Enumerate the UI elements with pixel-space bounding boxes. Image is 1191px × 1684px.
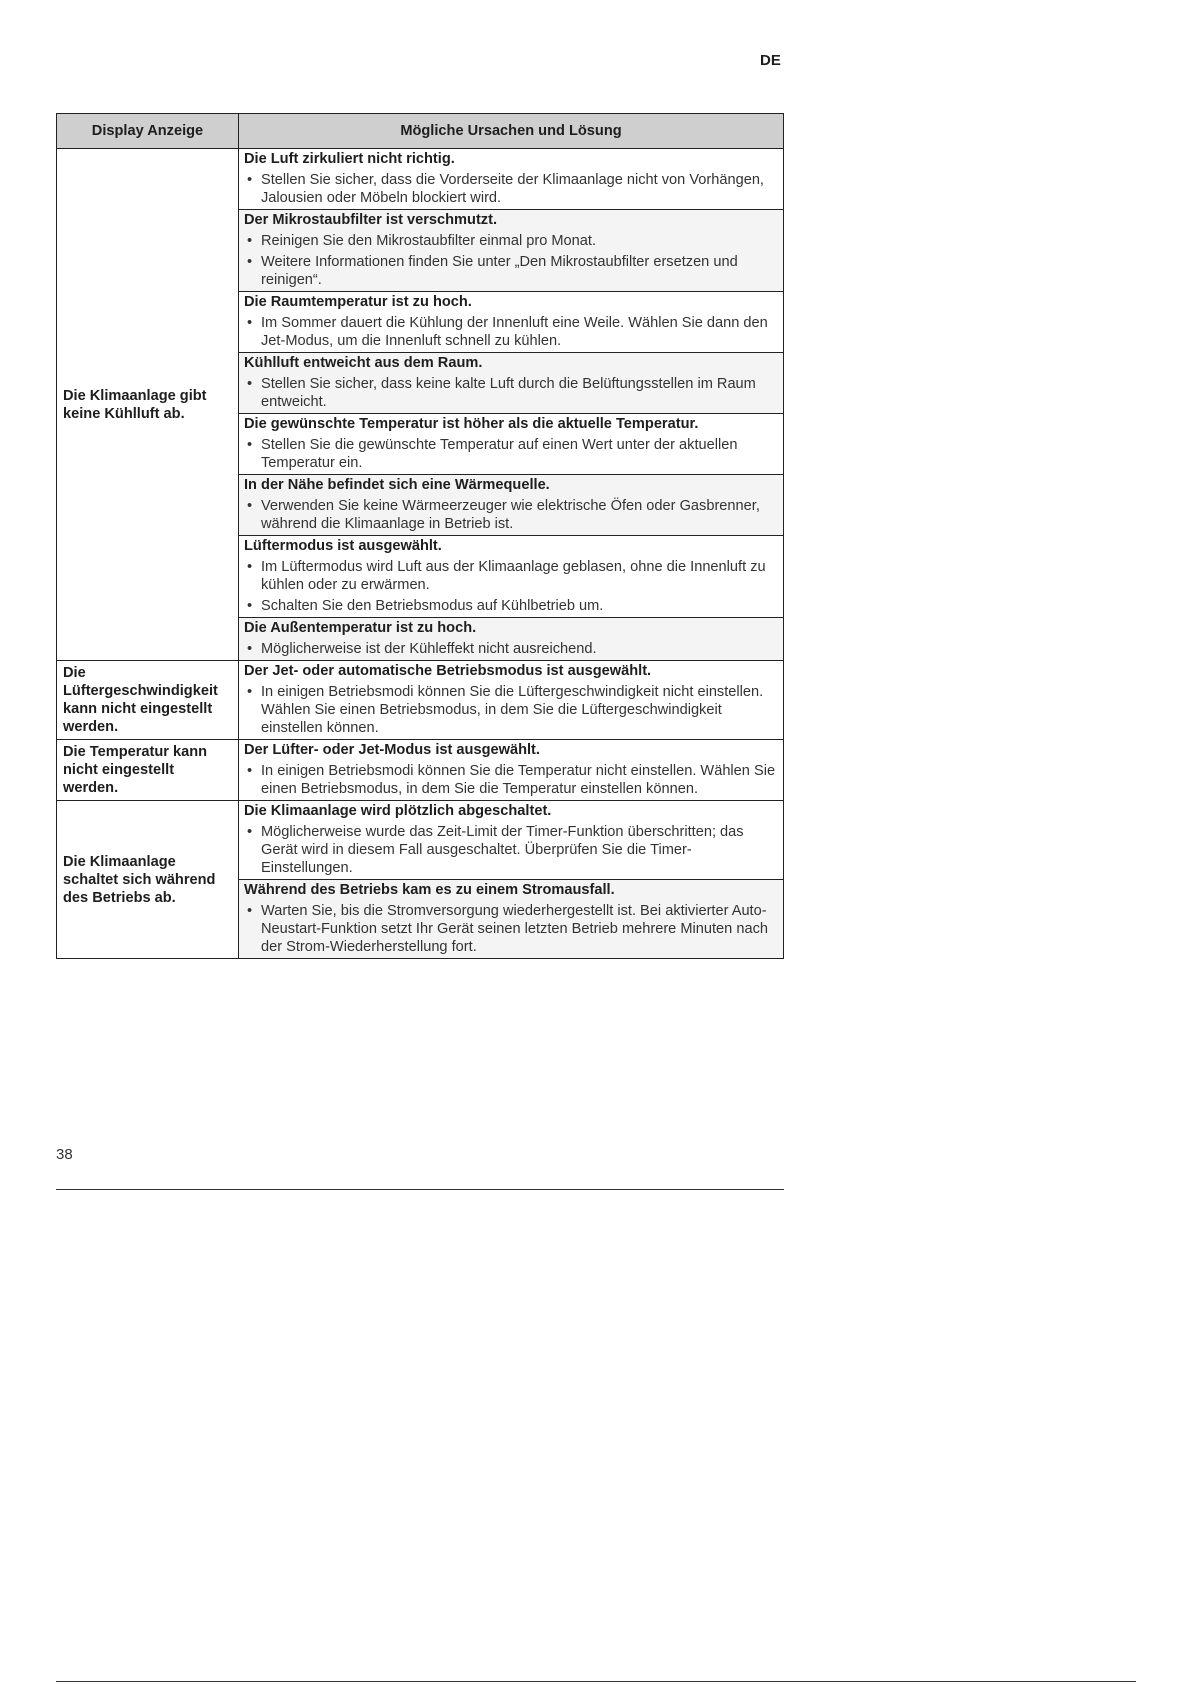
cause-cell xyxy=(239,618,784,661)
table-row xyxy=(57,801,784,880)
cause-title: Der Jet- oder automatische Betriebsmodus ist ausgewählt. xyxy=(244,663,652,679)
symptom-cell: Die Klimaanlage schaltet sich während des Betriebs ab. xyxy=(57,801,239,959)
solution-item: • Verwenden Sie keine Wärmeerzeuger wie elektrische Öfen oder Gasbrenner, während die Klimaanlage in Betrieb ist. xyxy=(244,497,778,533)
cause-title: Die Luft zirkuliert nicht richtig. xyxy=(244,151,455,167)
solution-list xyxy=(244,497,778,533)
footer-divider xyxy=(56,1189,784,1190)
solution-list xyxy=(244,314,778,350)
bottom-divider xyxy=(56,1681,1136,1682)
cause-cell xyxy=(239,880,784,959)
page-number: 38 xyxy=(56,1146,73,1163)
table-header-row xyxy=(57,114,784,149)
cause-title: In der Nähe befindet sich eine Wärmequelle. xyxy=(244,477,550,493)
cause-cell xyxy=(239,414,784,475)
solution-item: • Stellen Sie sicher, dass die Vorderseite der Klimaanlage nicht von Vorhängen, Jalousien oder Möbeln blockiert wird. xyxy=(244,171,778,207)
solution-list xyxy=(244,558,778,615)
troubleshooting-table xyxy=(56,113,784,959)
cause-cell xyxy=(239,210,784,292)
solution-item: • Im Sommer dauert die Kühlung der Innenluft eine Weile. Wählen Sie dann den Jet-Modus, um die Innenluft schnell zu kühlen. xyxy=(244,314,778,350)
cause-cell xyxy=(239,149,784,210)
cause-title: Die Klimaanlage wird plötzlich abgeschaltet. xyxy=(244,803,552,819)
solution-item: • Weitere Informationen finden Sie unter „Den Mikrostaubfilter ersetzen und reinigen“. xyxy=(244,253,778,289)
table-row xyxy=(57,661,784,740)
cause-title: Kühlluft entweicht aus dem Raum. xyxy=(244,355,483,371)
solution-list xyxy=(244,683,778,737)
cause-cell xyxy=(239,801,784,880)
cause-cell xyxy=(239,661,784,740)
symptom-cell: Die Lüftergeschwindigkeit kann nicht eingestellt werden. xyxy=(57,661,239,740)
solution-list xyxy=(244,762,778,798)
header-display-anzeige: Display Anzeige xyxy=(57,114,239,149)
solution-list xyxy=(244,823,778,877)
table-body xyxy=(57,149,784,959)
cause-cell xyxy=(239,536,784,618)
table-row xyxy=(57,740,784,801)
symptom-cell: Die Klimaanlage gibt keine Kühlluft ab. xyxy=(57,149,239,661)
cause-title: Der Lüfter- oder Jet-Modus ist ausgewählt. xyxy=(244,742,540,758)
solution-item: • Stellen Sie sicher, dass keine kalte Luft durch die Belüftungsstellen im Raum entweicht. xyxy=(244,375,778,411)
solution-item: • In einigen Betriebsmodi können Sie die Temperatur nicht einstellen. Wählen Sie einen Betriebsmodus, in dem Sie die Temperatur einstellen können. xyxy=(244,762,778,798)
solution-item: • Möglicherweise wurde das Zeit-Limit der Timer-Funktion überschritten; das Gerät wird in diesem Fall ausgeschaltet. Überprüfen Sie die Timer-Einstellungen. xyxy=(244,823,778,877)
symptom-cell: Die Temperatur kann nicht eingestellt werden. xyxy=(57,740,239,801)
cause-title: Die gewünschte Temperatur ist höher als die aktuelle Temperatur. xyxy=(244,416,699,432)
solution-item: • Schalten Sie den Betriebsmodus auf Kühlbetrieb um. xyxy=(244,597,778,615)
solution-list xyxy=(244,232,778,289)
solution-list xyxy=(244,375,778,411)
solution-list xyxy=(244,640,778,658)
cause-cell xyxy=(239,740,784,801)
table-row xyxy=(57,149,784,210)
cause-cell xyxy=(239,475,784,536)
solution-item: • Reinigen Sie den Mikrostaubfilter einmal pro Monat. xyxy=(244,232,778,250)
solution-item: • Möglicherweise ist der Kühleffekt nicht ausreichend. xyxy=(244,640,778,658)
solution-item: • In einigen Betriebsmodi können Sie die Lüftergeschwindigkeit nicht einstellen. Wählen Sie einen Betriebsmodus, in dem Sie die Lüftergeschwindigkeit einstellen können. xyxy=(244,683,778,737)
solution-list xyxy=(244,171,778,207)
solution-list xyxy=(244,902,778,956)
cause-cell xyxy=(239,353,784,414)
cause-title: Die Raumtemperatur ist zu hoch. xyxy=(244,294,472,310)
solution-item: • Im Lüftermodus wird Luft aus der Klimaanlage geblasen, ohne die Innenluft zu kühlen oder zu erwärmen. xyxy=(244,558,778,594)
language-label: DE xyxy=(760,52,781,69)
cause-title: Lüftermodus ist ausgewählt. xyxy=(244,538,442,554)
cause-title: Der Mikrostaubfilter ist verschmutzt. xyxy=(244,212,498,228)
header-moegliche-ursachen: Mögliche Ursachen und Lösung xyxy=(239,114,784,149)
cause-cell xyxy=(239,292,784,353)
solution-item: • Warten Sie, bis die Stromversorgung wiederhergestellt ist. Bei aktivierter Auto-Neustart-Funktion setzt Ihr Gerät seinen letzten Betrieb mehrere Minuten nach der Strom-Wiederherstellung fort. xyxy=(244,902,778,956)
cause-title: Während des Betriebs kam es zu einem Stromausfall. xyxy=(244,882,615,898)
solution-item: • Stellen Sie die gewünschte Temperatur auf einen Wert unter der aktuellen Temperatur ein. xyxy=(244,436,778,472)
cause-title: Die Außentemperatur ist zu hoch. xyxy=(244,620,477,636)
solution-list xyxy=(244,436,778,472)
